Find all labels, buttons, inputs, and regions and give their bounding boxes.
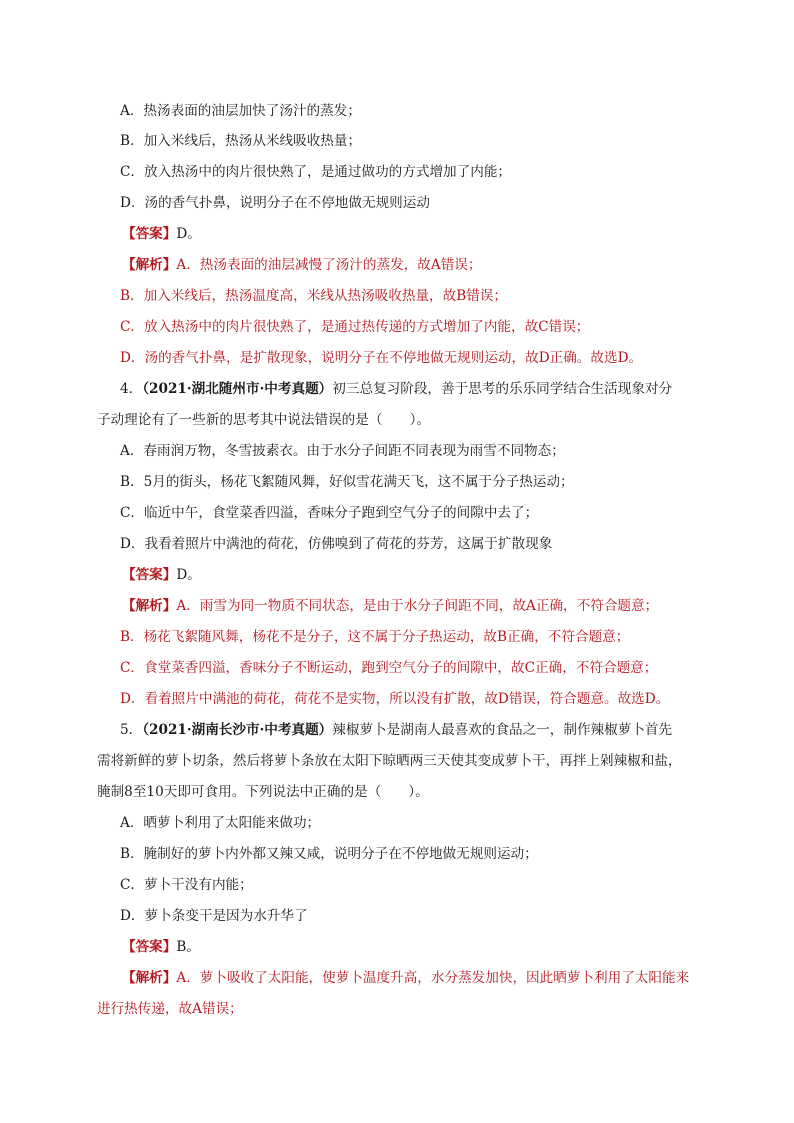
q5-source: （2021·湖南长沙市·中考真题） bbox=[142, 722, 333, 738]
q4-option-c: C．临近中午，食堂菜香四溢，香味分子跑到空气分子的间隙中去了； bbox=[120, 505, 539, 521]
q4-option-d: D．我看着照片中满池的荷花，仿佛嗅到了荷花的芬芳，这属于扩散现象 bbox=[120, 536, 553, 552]
analysis-text: A．热汤表面的油层减慢了汤汁的蒸发，故A错误； bbox=[176, 257, 482, 273]
q3-option-a: A．热汤表面的油层加快了汤汁的蒸发； bbox=[120, 103, 361, 119]
q4-stem-line-1 bbox=[120, 380, 672, 398]
q4-stem-text: 初三总复习阶段，善于思考的乐乐同学结合生活现象对分 bbox=[332, 381, 673, 397]
q3-answer bbox=[122, 225, 201, 243]
q5-option-b: B．腌制好的萝卜内外都又辣又咸，说明分子在不停地做无规则运动； bbox=[120, 846, 538, 862]
answer-value: D。 bbox=[176, 226, 201, 242]
q4-analysis-b: B．杨花飞絮随风舞，杨花不是分子，这不属于分子热运动，故B正确，不符合题意； bbox=[120, 629, 630, 645]
q5-stem-line-1 bbox=[120, 721, 672, 739]
q4-option-b: B．5月的街头，杨花飞絮随风舞，好似雪花满天飞，这不属于分子热运动； bbox=[120, 474, 574, 490]
q3-analysis-c: C．放入热汤中的肉片很快熟了，是通过热传递的方式增加了内能，故C错误； bbox=[120, 319, 590, 335]
q5-option-a: A．晒萝卜利用了太阳能来做功； bbox=[120, 815, 321, 831]
q5-analysis-line-2: 进行热传递，故A错误； bbox=[97, 1001, 243, 1017]
answer-value: D。 bbox=[176, 567, 201, 583]
q5-option-c: C．萝卜干没有内能； bbox=[120, 877, 253, 893]
q4-source: （2021·湖北随州市·中考真题） bbox=[142, 381, 333, 397]
q3-analysis-d: D．汤的香气扑鼻，是扩散现象，说明分子在不停地做无规则运动，故D正确。故选D。 bbox=[120, 350, 643, 366]
q5-analysis-line-1 bbox=[122, 969, 689, 987]
analysis-text: A．萝卜吸收了太阳能，使萝卜温度升高，水分蒸发加快，因此晒萝卜利用了太阳能来 bbox=[176, 970, 690, 986]
q3-option-b: B．加入米线后，热汤从米线吸收热量； bbox=[120, 133, 362, 149]
q5-stem-line-3: 腌制8至10天即可食用。下列说法中正确的是（ ）。 bbox=[97, 784, 429, 800]
answer-tag: 【答案】 bbox=[122, 567, 177, 583]
analysis-tag: 【解析】 bbox=[122, 970, 177, 986]
q5-stem-line-2: 需将新鲜的萝卜切条，然后将萝卜条放在太阳下晾晒两三天使其变成萝卜干，再拌上剁辣椒和盐， bbox=[97, 753, 682, 769]
q4-option-a: A．春雨润万物，冬雪披素衣。由于水分子间距不同表现为雨雪不同物态； bbox=[120, 443, 565, 459]
answer-tag: 【答案】 bbox=[122, 226, 177, 242]
q4-stem-line-2: 子动理论有了一些新的思考其中说法错误的是（ ）。 bbox=[97, 412, 431, 428]
q5-number: 5． bbox=[120, 722, 143, 738]
answer-tag: 【答案】 bbox=[122, 939, 177, 955]
q4-analysis-a bbox=[122, 597, 658, 615]
q3-analysis-a bbox=[122, 256, 481, 274]
q3-analysis-b: B．加入米线后，热汤温度高，米线从热汤吸收热量，故B错误； bbox=[120, 288, 508, 304]
q4-analysis-d: D．看着照片中满池的荷花，荷花不是实物，所以没有扩散，故D错误，符合题意。故选D。 bbox=[120, 691, 670, 707]
answer-value: B。 bbox=[176, 939, 200, 955]
q5-answer bbox=[122, 938, 200, 956]
q4-analysis-c: C．食堂菜香四溢，香味分子不断运动，跑到空气分子的间隙中，故C正确，不符合题意； bbox=[120, 660, 658, 676]
q3-option-c: C．放入热汤中的肉片很快熟了，是通过做功的方式增加了内能； bbox=[120, 164, 512, 180]
analysis-text: A．雨雪为同一物质不同状态，是由于水分子间距不同，故A正确，不符合题意； bbox=[176, 598, 659, 614]
q3-option-d: D．汤的香气扑鼻，说明分子在不停地做无规则运动 bbox=[120, 195, 430, 211]
q5-option-d: D．萝卜条变干是因为水升华了 bbox=[120, 908, 308, 924]
analysis-tag: 【解析】 bbox=[122, 598, 177, 614]
q4-answer bbox=[122, 566, 201, 584]
analysis-tag: 【解析】 bbox=[122, 257, 177, 273]
q4-number: 4． bbox=[120, 381, 143, 397]
q5-stem-text: 辣椒萝卜是湖南人最喜欢的食品之一，制作辣椒萝卜首先 bbox=[332, 722, 673, 738]
